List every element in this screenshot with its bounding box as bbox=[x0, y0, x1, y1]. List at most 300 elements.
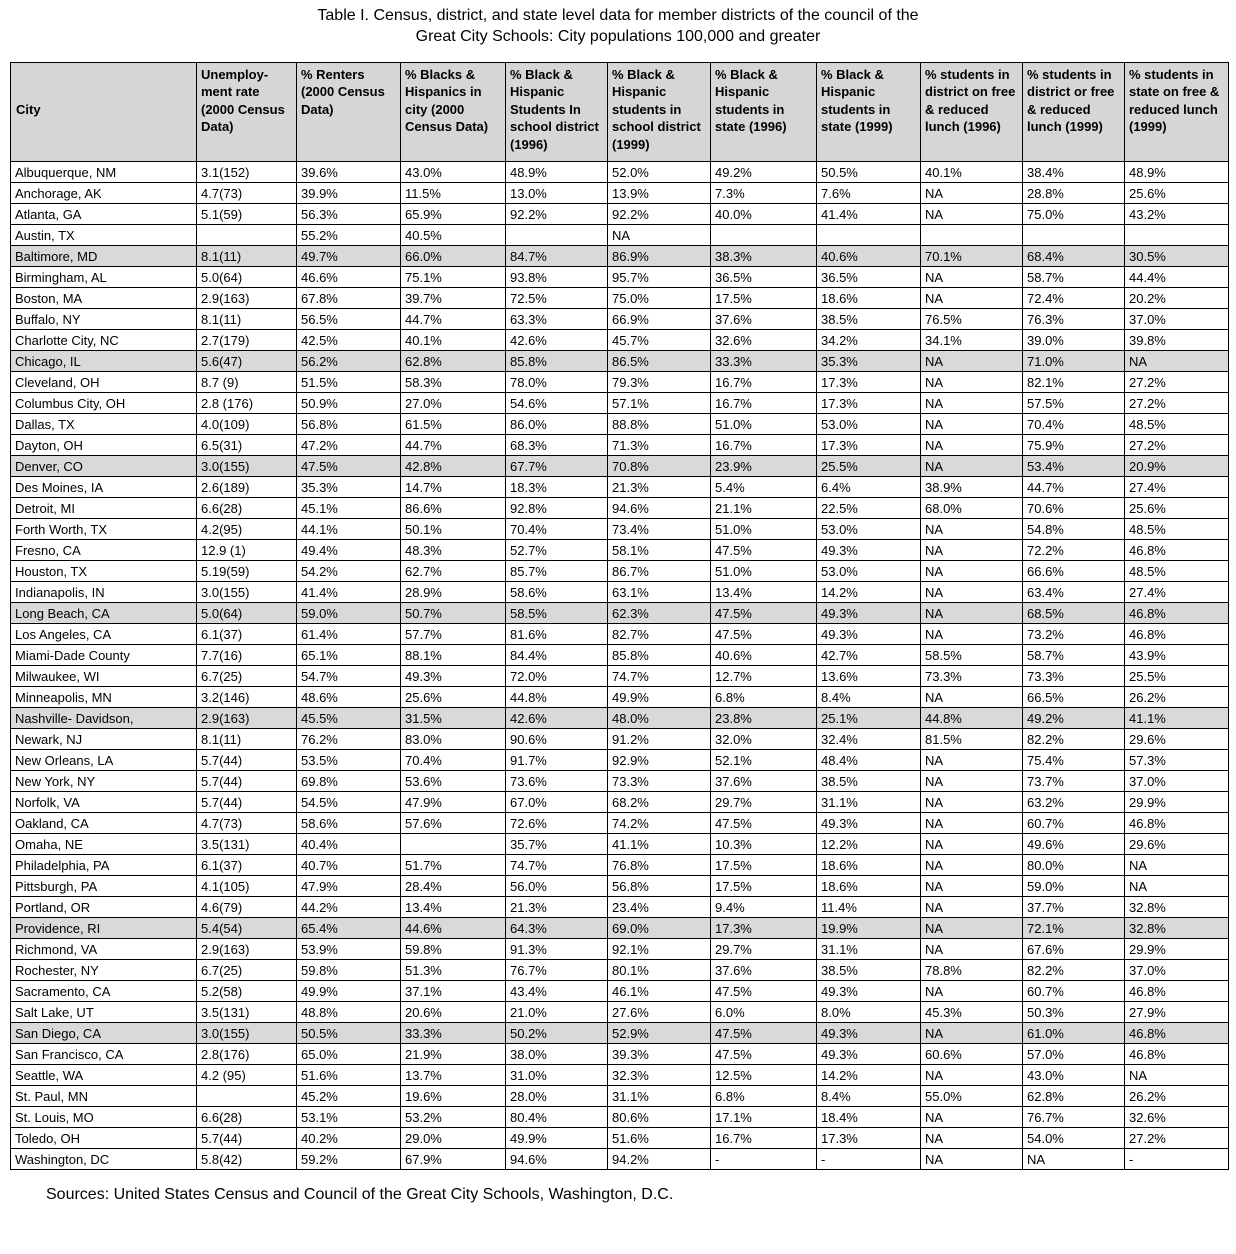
data-cell: 74.2% bbox=[608, 813, 711, 834]
data-cell: NA bbox=[921, 582, 1023, 603]
data-cell: 48.0% bbox=[608, 708, 711, 729]
data-cell: 17.3% bbox=[817, 435, 921, 456]
data-cell: 44.2% bbox=[297, 897, 401, 918]
data-cell: 57.1% bbox=[608, 393, 711, 414]
data-cell: 2.8(176) bbox=[197, 1044, 297, 1065]
city-cell: Sacramento, CA bbox=[11, 981, 197, 1002]
data-cell: 44.4% bbox=[1125, 267, 1229, 288]
table-row bbox=[11, 435, 1229, 456]
data-cell: 40.7% bbox=[297, 855, 401, 876]
data-cell: NA bbox=[921, 624, 1023, 645]
data-cell: 51.3% bbox=[401, 960, 506, 981]
data-cell: 17.1% bbox=[711, 1107, 817, 1128]
data-cell: 12.9 (1) bbox=[197, 540, 297, 561]
data-cell: 46.8% bbox=[1125, 981, 1229, 1002]
table-header-row bbox=[11, 62, 1229, 162]
column-header-city: City bbox=[11, 62, 197, 162]
data-cell: 50.2% bbox=[506, 1023, 608, 1044]
data-cell: 39.6% bbox=[297, 162, 401, 183]
data-cell: 16.7% bbox=[711, 1128, 817, 1149]
data-cell: 75.9% bbox=[1023, 435, 1125, 456]
data-cell: 43.4% bbox=[506, 981, 608, 1002]
data-cell: 83.0% bbox=[401, 729, 506, 750]
data-cell: 28.4% bbox=[401, 876, 506, 897]
data-cell: 49.4% bbox=[297, 540, 401, 561]
data-cell: 52.1% bbox=[711, 750, 817, 771]
data-cell: 5.1(59) bbox=[197, 204, 297, 225]
data-cell: 34.2% bbox=[817, 330, 921, 351]
data-cell: NA bbox=[921, 771, 1023, 792]
data-cell: 2.8 (176) bbox=[197, 393, 297, 414]
data-cell: 18.3% bbox=[506, 477, 608, 498]
data-cell: 20.2% bbox=[1125, 288, 1229, 309]
data-cell: 31.1% bbox=[608, 1086, 711, 1107]
data-cell: 61.5% bbox=[401, 414, 506, 435]
column-header: % students in state on free & reduced lunch (1999) bbox=[1125, 62, 1229, 162]
data-cell: 46.8% bbox=[1125, 813, 1229, 834]
data-cell: 50.5% bbox=[817, 162, 921, 183]
table-row bbox=[11, 456, 1229, 477]
data-cell: 40.1% bbox=[401, 330, 506, 351]
data-cell: 49.3% bbox=[817, 1044, 921, 1065]
data-cell: 27.2% bbox=[1125, 372, 1229, 393]
data-cell: 8.1(11) bbox=[197, 246, 297, 267]
data-cell: NA bbox=[921, 414, 1023, 435]
table-row bbox=[11, 561, 1229, 582]
data-cell: 48.6% bbox=[297, 687, 401, 708]
data-cell: NA bbox=[921, 351, 1023, 372]
data-cell: 58.7% bbox=[1023, 645, 1125, 666]
table-row bbox=[11, 1086, 1229, 1107]
data-cell: 73.3% bbox=[1023, 666, 1125, 687]
data-cell: - bbox=[817, 1149, 921, 1170]
data-cell: 16.7% bbox=[711, 393, 817, 414]
data-cell: NA bbox=[921, 267, 1023, 288]
data-cell: 75.0% bbox=[608, 288, 711, 309]
data-cell: NA bbox=[1125, 855, 1229, 876]
data-cell: 92.9% bbox=[608, 750, 711, 771]
city-cell: Seattle, WA bbox=[11, 1065, 197, 1086]
data-cell: 56.8% bbox=[608, 876, 711, 897]
table-row bbox=[11, 687, 1229, 708]
data-cell: 55.0% bbox=[921, 1086, 1023, 1107]
data-cell: 72.4% bbox=[1023, 288, 1125, 309]
data-cell: 38.0% bbox=[506, 1044, 608, 1065]
data-cell: 6.8% bbox=[711, 1086, 817, 1107]
data-cell: 72.2% bbox=[1023, 540, 1125, 561]
city-cell: St. Paul, MN bbox=[11, 1086, 197, 1107]
data-cell: 29.9% bbox=[1125, 792, 1229, 813]
data-cell: 27.6% bbox=[608, 1002, 711, 1023]
table-row bbox=[11, 183, 1229, 204]
city-cell: San Francisco, CA bbox=[11, 1044, 197, 1065]
data-cell: 41.4% bbox=[817, 204, 921, 225]
data-cell: NA bbox=[921, 897, 1023, 918]
data-cell: 13.4% bbox=[401, 897, 506, 918]
data-cell: 38.5% bbox=[817, 309, 921, 330]
data-cell: 66.0% bbox=[401, 246, 506, 267]
city-cell: Washington, DC bbox=[11, 1149, 197, 1170]
data-cell: 49.7% bbox=[297, 246, 401, 267]
data-cell: 58.1% bbox=[608, 540, 711, 561]
data-cell: 4.0(109) bbox=[197, 414, 297, 435]
data-cell: NA bbox=[1125, 1065, 1229, 1086]
data-cell: 49.3% bbox=[817, 813, 921, 834]
data-cell: 8.7 (9) bbox=[197, 372, 297, 393]
data-cell: NA bbox=[921, 561, 1023, 582]
data-cell: 79.3% bbox=[608, 372, 711, 393]
data-cell: 68.2% bbox=[608, 792, 711, 813]
data-cell: 8.4% bbox=[817, 1086, 921, 1107]
data-cell: 56.5% bbox=[297, 309, 401, 330]
data-cell: 85.8% bbox=[506, 351, 608, 372]
table-title-line1: Table I. Census, district, and state level data for member districts of the council of the bbox=[317, 7, 919, 24]
data-cell: 38.5% bbox=[817, 771, 921, 792]
data-cell: 32.0% bbox=[711, 729, 817, 750]
data-cell: 35.3% bbox=[817, 351, 921, 372]
data-cell: 3.5(131) bbox=[197, 1002, 297, 1023]
data-cell: 48.5% bbox=[1125, 519, 1229, 540]
data-cell: 23.8% bbox=[711, 708, 817, 729]
data-cell: 53.0% bbox=[817, 519, 921, 540]
data-cell: 65.4% bbox=[297, 918, 401, 939]
data-cell: 21.3% bbox=[608, 477, 711, 498]
data-cell: 39.0% bbox=[1023, 330, 1125, 351]
data-cell bbox=[1023, 225, 1125, 246]
data-cell: 19.6% bbox=[401, 1086, 506, 1107]
data-cell: 25.6% bbox=[1125, 183, 1229, 204]
data-cell: 71.0% bbox=[1023, 351, 1125, 372]
data-cell: 48.8% bbox=[297, 1002, 401, 1023]
data-cell: 63.3% bbox=[506, 309, 608, 330]
data-cell: NA bbox=[921, 204, 1023, 225]
data-cell: 54.6% bbox=[506, 393, 608, 414]
table-row bbox=[11, 855, 1229, 876]
data-cell: 16.7% bbox=[711, 435, 817, 456]
data-cell: 27.4% bbox=[1125, 477, 1229, 498]
city-cell: Norfolk, VA bbox=[11, 792, 197, 813]
data-cell: 44.7% bbox=[1023, 477, 1125, 498]
data-cell: 21.9% bbox=[401, 1044, 506, 1065]
data-cell: 59.0% bbox=[1023, 876, 1125, 897]
data-cell: 51.7% bbox=[401, 855, 506, 876]
column-header: % Black & Hispanic students in state (1999) bbox=[817, 62, 921, 162]
data-cell: 29.0% bbox=[401, 1128, 506, 1149]
data-cell: 75.0% bbox=[1023, 204, 1125, 225]
data-cell: 63.2% bbox=[1023, 792, 1125, 813]
data-cell: NA bbox=[921, 540, 1023, 561]
data-cell: 29.6% bbox=[1125, 834, 1229, 855]
data-cell: 68.0% bbox=[921, 498, 1023, 519]
data-cell: NA bbox=[921, 792, 1023, 813]
data-cell: 14.2% bbox=[817, 582, 921, 603]
data-cell: 28.8% bbox=[1023, 183, 1125, 204]
column-header: % Blacks & Hispanics in city (2000 Census Data) bbox=[401, 62, 506, 162]
data-cell: 60.6% bbox=[921, 1044, 1023, 1065]
city-cell: Salt Lake, UT bbox=[11, 1002, 197, 1023]
table-body bbox=[11, 162, 1229, 1170]
data-cell: 21.1% bbox=[711, 498, 817, 519]
data-cell: 3.1(152) bbox=[197, 162, 297, 183]
table-row bbox=[11, 309, 1229, 330]
data-cell: 16.7% bbox=[711, 372, 817, 393]
table-title-line2: Great City Schools: City populations 100,000 and greater bbox=[415, 27, 821, 45]
city-cell: Long Beach, CA bbox=[11, 603, 197, 624]
city-cell: Houston, TX bbox=[11, 561, 197, 582]
data-cell: 49.2% bbox=[711, 162, 817, 183]
data-cell: 52.0% bbox=[608, 162, 711, 183]
data-cell: 2.9(163) bbox=[197, 708, 297, 729]
table-row bbox=[11, 162, 1229, 183]
data-cell: 73.3% bbox=[921, 666, 1023, 687]
data-cell: 47.9% bbox=[297, 876, 401, 897]
data-cell: 4.2(95) bbox=[197, 519, 297, 540]
data-cell: 58.7% bbox=[1023, 267, 1125, 288]
data-cell: 17.3% bbox=[711, 918, 817, 939]
data-cell: 42.6% bbox=[506, 708, 608, 729]
data-cell: 33.3% bbox=[401, 1023, 506, 1044]
data-cell: 72.5% bbox=[506, 288, 608, 309]
data-cell: - bbox=[1125, 1149, 1229, 1170]
city-cell: Nashville- Davidson, bbox=[11, 708, 197, 729]
data-cell: 6.1(37) bbox=[197, 855, 297, 876]
data-cell: 32.3% bbox=[608, 1065, 711, 1086]
data-cell: 60.7% bbox=[1023, 981, 1125, 1002]
data-cell: NA bbox=[921, 981, 1023, 1002]
data-cell: 62.7% bbox=[401, 561, 506, 582]
data-cell: 26.2% bbox=[1125, 1086, 1229, 1107]
data-cell: 4.6(79) bbox=[197, 897, 297, 918]
data-cell: NA bbox=[921, 813, 1023, 834]
table-row bbox=[11, 1065, 1229, 1086]
data-cell: 75.1% bbox=[401, 267, 506, 288]
city-cell: Des Moines, IA bbox=[11, 477, 197, 498]
data-cell: 23.9% bbox=[711, 456, 817, 477]
data-cell: 12.5% bbox=[711, 1065, 817, 1086]
data-cell: 42.5% bbox=[297, 330, 401, 351]
data-cell: 54.8% bbox=[1023, 519, 1125, 540]
data-cell: 57.5% bbox=[1023, 393, 1125, 414]
data-cell: 5.7(44) bbox=[197, 1128, 297, 1149]
data-cell: 85.8% bbox=[608, 645, 711, 666]
data-cell: NA bbox=[921, 1149, 1023, 1170]
data-cell: 94.6% bbox=[506, 1149, 608, 1170]
data-cell: 6.5(31) bbox=[197, 435, 297, 456]
data-cell: 80.0% bbox=[1023, 855, 1125, 876]
data-cell: 55.2% bbox=[297, 225, 401, 246]
city-cell: Minneapolis, MN bbox=[11, 687, 197, 708]
data-cell: 53.9% bbox=[297, 939, 401, 960]
data-cell: 68.5% bbox=[1023, 603, 1125, 624]
data-cell: 58.5% bbox=[506, 603, 608, 624]
data-cell: 92.8% bbox=[506, 498, 608, 519]
data-cell: 56.2% bbox=[297, 351, 401, 372]
table-row bbox=[11, 393, 1229, 414]
data-cell: 73.3% bbox=[608, 771, 711, 792]
data-cell: 48.5% bbox=[1125, 561, 1229, 582]
table-row bbox=[11, 582, 1229, 603]
data-cell: 6.1(37) bbox=[197, 624, 297, 645]
table-head bbox=[11, 62, 1229, 162]
data-cell: 42.7% bbox=[817, 645, 921, 666]
data-cell: 70.4% bbox=[401, 750, 506, 771]
data-cell: NA bbox=[921, 1107, 1023, 1128]
data-cell: 65.1% bbox=[297, 645, 401, 666]
data-cell: NA bbox=[921, 288, 1023, 309]
data-cell: 51.6% bbox=[608, 1128, 711, 1149]
city-cell: Chicago, IL bbox=[11, 351, 197, 372]
data-cell: 38.9% bbox=[921, 477, 1023, 498]
data-cell: 43.9% bbox=[1125, 645, 1229, 666]
data-cell: NA bbox=[921, 1065, 1023, 1086]
data-cell: 48.3% bbox=[401, 540, 506, 561]
data-cell: NA bbox=[921, 603, 1023, 624]
column-header: % Black & Hispanic Students In school district (1996) bbox=[506, 62, 608, 162]
data-cell: 39.3% bbox=[608, 1044, 711, 1065]
data-cell: 19.9% bbox=[817, 918, 921, 939]
data-cell: 80.4% bbox=[506, 1107, 608, 1128]
data-cell: 25.6% bbox=[401, 687, 506, 708]
data-cell: 23.4% bbox=[608, 897, 711, 918]
data-cell: 58.3% bbox=[401, 372, 506, 393]
data-cell: 27.2% bbox=[1125, 435, 1229, 456]
data-cell: 46.8% bbox=[1125, 540, 1229, 561]
data-cell: 37.6% bbox=[711, 960, 817, 981]
data-cell: 37.0% bbox=[1125, 309, 1229, 330]
data-cell: 42.6% bbox=[506, 330, 608, 351]
data-cell: 5.4(54) bbox=[197, 918, 297, 939]
data-cell: 41.1% bbox=[608, 834, 711, 855]
data-cell: 91.3% bbox=[506, 939, 608, 960]
data-cell: 32.8% bbox=[1125, 897, 1229, 918]
data-cell: 74.7% bbox=[608, 666, 711, 687]
data-cell: 29.7% bbox=[711, 792, 817, 813]
data-cell: 50.1% bbox=[401, 519, 506, 540]
data-cell: 33.3% bbox=[711, 351, 817, 372]
data-cell: 53.0% bbox=[817, 414, 921, 435]
data-cell: 41.1% bbox=[1125, 708, 1229, 729]
data-cell: 7.7(16) bbox=[197, 645, 297, 666]
data-cell: 6.8% bbox=[711, 687, 817, 708]
city-cell: Dayton, OH bbox=[11, 435, 197, 456]
data-cell: 52.9% bbox=[608, 1023, 711, 1044]
data-cell: NA bbox=[921, 918, 1023, 939]
city-cell: Miami-Dade County bbox=[11, 645, 197, 666]
data-cell: 48.9% bbox=[1125, 162, 1229, 183]
data-cell: 5.2(58) bbox=[197, 981, 297, 1002]
data-cell: 58.6% bbox=[506, 582, 608, 603]
data-cell: 46.8% bbox=[1125, 624, 1229, 645]
data-cell: 49.6% bbox=[1023, 834, 1125, 855]
data-cell: 48.9% bbox=[506, 162, 608, 183]
data-cell: 95.7% bbox=[608, 267, 711, 288]
data-cell: 18.6% bbox=[817, 855, 921, 876]
column-header: % Black & Hispanic students in school district (1999) bbox=[608, 62, 711, 162]
city-cell: Los Angeles, CA bbox=[11, 624, 197, 645]
data-cell: NA bbox=[921, 750, 1023, 771]
data-cell: 27.2% bbox=[1125, 393, 1229, 414]
data-cell: 12.2% bbox=[817, 834, 921, 855]
data-cell: 11.4% bbox=[817, 897, 921, 918]
data-cell: 80.1% bbox=[608, 960, 711, 981]
city-cell: Oakland, CA bbox=[11, 813, 197, 834]
data-cell: 32.8% bbox=[1125, 918, 1229, 939]
table-row bbox=[11, 750, 1229, 771]
data-cell: 57.3% bbox=[1125, 750, 1229, 771]
data-cell: 54.0% bbox=[1023, 1128, 1125, 1149]
table-row bbox=[11, 897, 1229, 918]
city-cell: San Diego, CA bbox=[11, 1023, 197, 1044]
data-cell: 31.1% bbox=[817, 939, 921, 960]
data-cell: NA bbox=[921, 393, 1023, 414]
data-cell: 45.7% bbox=[608, 330, 711, 351]
data-cell bbox=[197, 225, 297, 246]
data-cell: 31.5% bbox=[401, 708, 506, 729]
table-row bbox=[11, 225, 1229, 246]
data-cell: 38.4% bbox=[1023, 162, 1125, 183]
city-cell: Richmond, VA bbox=[11, 939, 197, 960]
data-cell: 37.0% bbox=[1125, 771, 1229, 792]
data-cell: 10.3% bbox=[711, 834, 817, 855]
data-cell: 13.0% bbox=[506, 183, 608, 204]
data-cell: 41.4% bbox=[297, 582, 401, 603]
data-cell bbox=[1125, 225, 1229, 246]
data-cell: 57.0% bbox=[1023, 1044, 1125, 1065]
sources-note: Sources: United States Census and Council of the Great City Schools, Washington, D.C. bbox=[46, 1186, 674, 1204]
data-cell: 81.5% bbox=[921, 729, 1023, 750]
data-cell: 72.6% bbox=[506, 813, 608, 834]
table-row bbox=[11, 918, 1229, 939]
table-row bbox=[11, 1107, 1229, 1128]
data-cell: 49.2% bbox=[1023, 708, 1125, 729]
data-cell: 20.6% bbox=[401, 1002, 506, 1023]
data-cell: 49.3% bbox=[817, 1023, 921, 1044]
data-cell: 67.8% bbox=[297, 288, 401, 309]
data-cell: 67.0% bbox=[506, 792, 608, 813]
table-row bbox=[11, 792, 1229, 813]
table-row bbox=[11, 414, 1229, 435]
data-cell: 9.4% bbox=[711, 897, 817, 918]
city-cell: Anchorage, AK bbox=[11, 183, 197, 204]
data-cell: 66.5% bbox=[1023, 687, 1125, 708]
data-cell: 5.8(42) bbox=[197, 1149, 297, 1170]
data-cell: 17.5% bbox=[711, 855, 817, 876]
table-row bbox=[11, 351, 1229, 372]
data-cell: 53.5% bbox=[297, 750, 401, 771]
data-cell: NA bbox=[921, 183, 1023, 204]
data-cell: 40.5% bbox=[401, 225, 506, 246]
data-cell: 59.8% bbox=[401, 939, 506, 960]
data-cell: 14.7% bbox=[401, 477, 506, 498]
data-cell: 6.0% bbox=[711, 1002, 817, 1023]
data-cell: 59.2% bbox=[297, 1149, 401, 1170]
data-cell: 18.4% bbox=[817, 1107, 921, 1128]
data-cell: 14.2% bbox=[817, 1065, 921, 1086]
data-cell: 31.1% bbox=[817, 792, 921, 813]
data-cell: 81.6% bbox=[506, 624, 608, 645]
data-cell: NA bbox=[921, 1023, 1023, 1044]
data-cell: 6.7(25) bbox=[197, 666, 297, 687]
data-cell: 51.6% bbox=[297, 1065, 401, 1086]
data-cell bbox=[921, 225, 1023, 246]
data-cell: 37.0% bbox=[1125, 960, 1229, 981]
data-cell: 73.7% bbox=[1023, 771, 1125, 792]
data-cell: 56.8% bbox=[297, 414, 401, 435]
data-cell: 69.8% bbox=[297, 771, 401, 792]
table-row bbox=[11, 624, 1229, 645]
data-cell: 62.3% bbox=[608, 603, 711, 624]
data-cell: 49.3% bbox=[401, 666, 506, 687]
